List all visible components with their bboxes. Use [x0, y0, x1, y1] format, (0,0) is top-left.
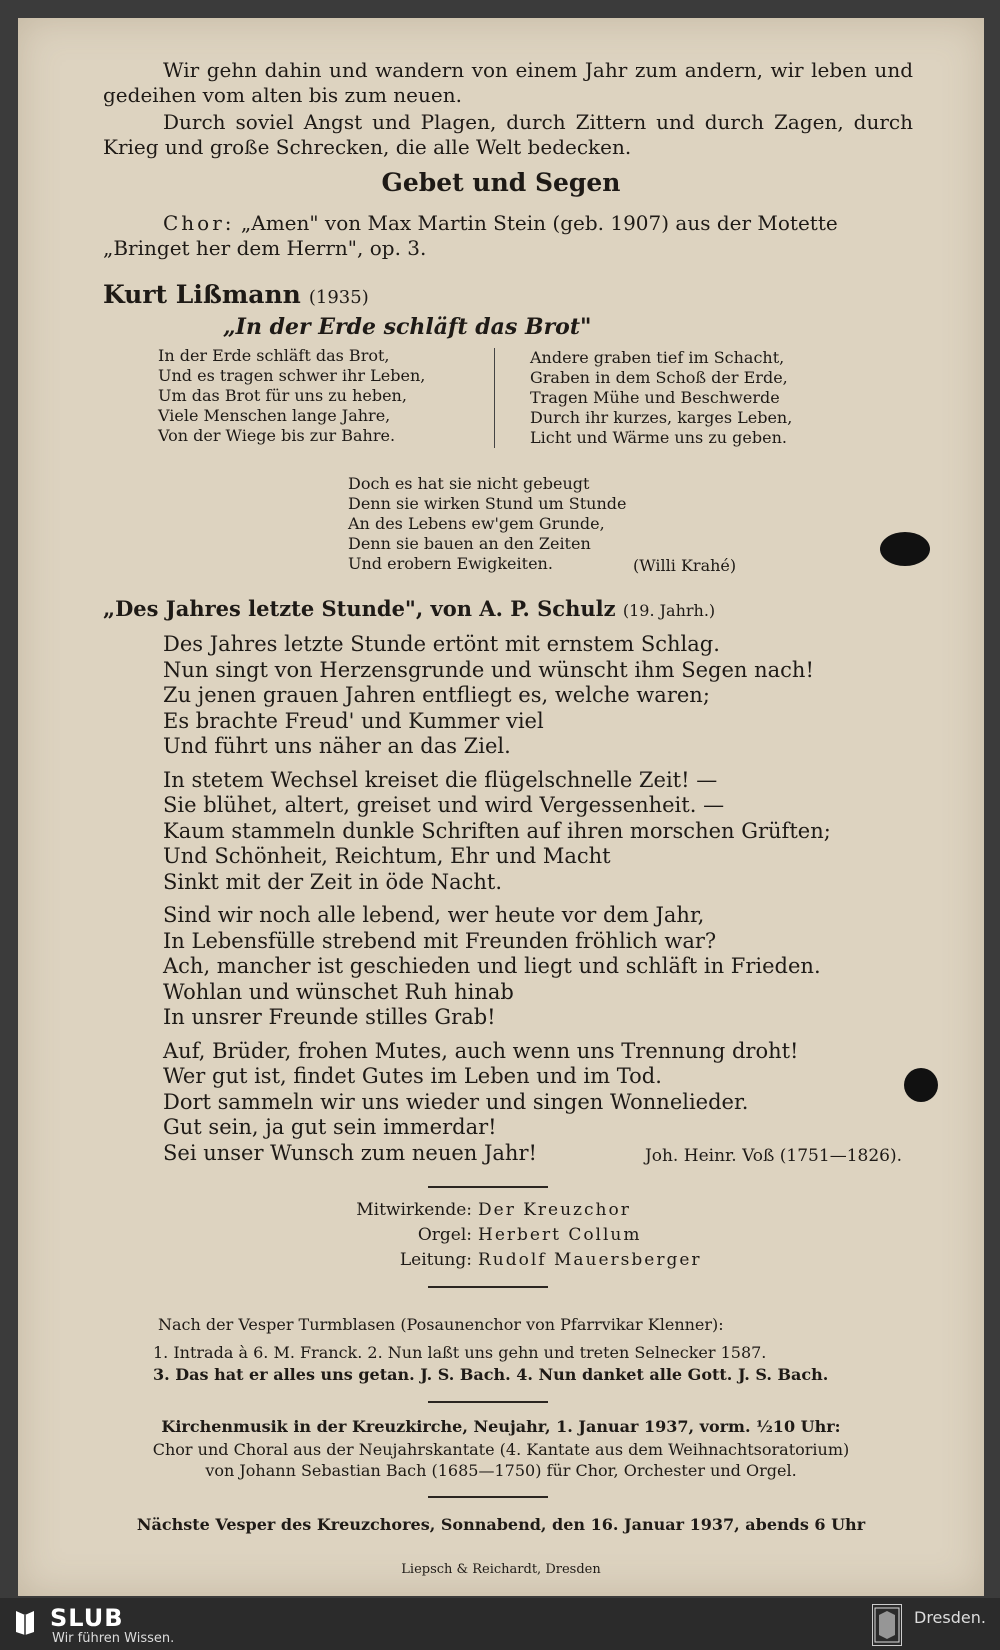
poem-line: Wohlan und wünschet Ruh hinab — [163, 979, 514, 1004]
poem-line: Dort sammeln wir uns wieder und singen Wonnelieder. — [163, 1089, 749, 1114]
poem-line: Und führt uns näher an das Ziel. — [163, 734, 511, 758]
dresden-crest-icon — [872, 1604, 902, 1646]
document-page — [18, 18, 984, 1596]
kirchenmusik-line-3: von Johann Sebastian Bach (1685—1750) für Chor, Orchester und Orgel. — [205, 1461, 797, 1480]
poem-line: Tragen Mühe und Beschwerde — [530, 388, 780, 407]
stanza — [163, 632, 831, 760]
song-title-brot: „In der Erde schläft das Brot" — [223, 314, 592, 340]
book-icon — [14, 1608, 36, 1636]
poem-line: Andere graben tief im Schacht, — [530, 348, 785, 367]
poem-right-column — [530, 348, 792, 448]
composer-year: (1935) — [308, 287, 369, 308]
credit-row — [18, 1223, 984, 1248]
poem-line: In Lebensfülle strebend mit Freunden fröhlich war? — [163, 928, 717, 953]
kirchenmusik-line-1: Kirchenmusik in der Kreuzkirche, Neujahr, 1. Januar 1937, vorm. ½10 Uhr: — [161, 1417, 841, 1436]
poem-line: Licht und Wärme uns zu geben. — [530, 428, 787, 447]
turmblasen-line-1: 1. Intrada à 6. M. Franck. 2. Nun laßt uns gehn und treten Selnecker 1587. — [153, 1343, 767, 1362]
divider-rule — [428, 1496, 548, 1498]
poem-left-column — [158, 346, 425, 446]
credit-value: Rudolf Mauersberger — [478, 1250, 702, 1270]
poem-line: Denn sie bauen an den Zeiten — [348, 534, 591, 553]
divider-rule — [428, 1286, 548, 1288]
credit-value: Der Kreuzchor — [478, 1200, 631, 1220]
poem-line: Graben in dem Schoß der Erde, — [530, 368, 788, 387]
poem-line: Es brachte Freud' und Kummer viel — [163, 708, 544, 733]
stanza — [163, 768, 831, 896]
divider-rule — [428, 1186, 548, 1188]
turmblasen-line-2: 3. Das hat er alles uns getan. J. S. Bach. 4. Nun danket alle Gott. J. S. Bach. — [153, 1365, 829, 1384]
poem-line: Zu jenen grauen Jahren entfliegt es, welche waren; — [163, 683, 710, 707]
dresden-label: Dresden. — [914, 1608, 986, 1627]
performers-credits — [18, 1198, 984, 1273]
poem-line: Sinkt mit der Zeit in öde Nacht. — [163, 869, 503, 894]
poem-line: Gut sein, ja gut sein immerdar! — [163, 1115, 497, 1139]
slub-subtitle: Wir führen Wissen. — [52, 1631, 175, 1646]
song-title-text: „Des Jahres letzte Stunde", von A. P. Schulz — [103, 596, 616, 621]
poem-line: Wer gut ist, findet Gutes im Leben und im Tod. — [163, 1064, 662, 1088]
divider-rule — [428, 1401, 548, 1403]
poet-credit-voss: Joh. Heinr. Voß (1751—1826). — [644, 1146, 902, 1166]
credit-key: Mitwirkende: — [356, 1200, 472, 1220]
poem-line: Nun singt von Herzensgrunde und wünscht ihm Segen nach! — [163, 657, 814, 682]
column-divider — [494, 348, 495, 448]
slub-footer-bar — [0, 1598, 1000, 1650]
poem-line: Durch ihr kurzes, karges Leben, — [530, 408, 793, 427]
poem-schulz — [163, 632, 831, 1174]
credit-row — [18, 1248, 984, 1273]
poem-line: Und Schönheit, Reichtum, Ehr und Macht — [163, 844, 611, 868]
poem-line: An des Lebens ew'gem Grunde, — [348, 514, 605, 533]
poem-line: Kaum stammeln dunkle Schriften auf ihren morschen Grüften; — [163, 818, 831, 843]
poem-line: Sei unser Wunsch zum neuen Jahr! — [163, 1140, 537, 1165]
poet-credit-krahe: (Willi Krahé) — [633, 556, 737, 575]
printer-credit: Liepsch & Reichardt, Dresden — [401, 1562, 601, 1577]
poem-line: In der Erde schläft das Brot, — [158, 346, 390, 365]
composer-name: Kurt Lißmann — [103, 280, 301, 309]
poem-line: Sind wir noch alle lebend, wer heute vor dem Jahr, — [163, 903, 705, 927]
turmblasen-section — [98, 1314, 918, 1386]
poem-line: Und es tragen schwer ihr Leben, — [158, 366, 426, 385]
credit-key: Leitung: — [399, 1250, 472, 1270]
poem-line: Viele Menschen lange Jahre, — [158, 406, 391, 425]
song-title-schulz — [103, 596, 715, 621]
credit-value: Herbert Collum — [478, 1225, 642, 1245]
section-heading-gebet: Gebet und Segen — [381, 168, 621, 197]
poem-line: Von der Wiege bis zur Bahre. — [158, 426, 396, 445]
ink-stain — [904, 1068, 938, 1102]
choir-text: „Amen" von Max Martin Stein (geb. 1907) aus der Motette „Bringet her dem Herrn", op. 3. — [103, 211, 838, 260]
credit-key: Orgel: — [417, 1225, 472, 1245]
poem-line: Denn sie wirken Stund um Stunde — [348, 494, 627, 513]
kirchenmusik-line-2: Chor und Choral aus der Neujahrskantate (4. Kantate aus dem Weihnachtsoratorium) — [152, 1440, 850, 1459]
poem-line: In stetem Wechsel kreiset die flügelschnelle Zeit! — — [163, 767, 718, 792]
credit-row — [18, 1198, 984, 1223]
stanza — [163, 903, 831, 1031]
poem-line: Doch es hat sie nicht gebeugt — [348, 474, 590, 493]
poem-line: Des Jahres letzte Stunde ertönt mit ernstem Schlag. — [163, 632, 720, 656]
slub-title: SLUB — [50, 1604, 124, 1632]
poem-line: Ach, mancher ist geschieden und liegt und schläft in Frieden. — [163, 954, 821, 978]
poem-line: Und erobern Ewigkeiten. — [348, 554, 553, 573]
poem-line: Um das Brot für uns zu heben, — [158, 386, 407, 405]
intro-text — [103, 58, 913, 160]
poem-line: Sie blühet, altert, greiset und wird Vergessenheit. — — [163, 793, 725, 817]
intro-paragraph-1: Wir gehn dahin und wandern von einem Jahr zum andern, wir leben und gedeihen vom alten bis zum neuen. — [103, 58, 913, 107]
turmblasen-heading: Nach der Vesper Turmblasen (Posaunenchor von Pfarrvikar Klenner): — [158, 1315, 724, 1334]
song-year: (19. Jahrh.) — [622, 601, 716, 620]
poem-center-column — [348, 474, 627, 574]
ink-stain — [880, 532, 930, 566]
poem-line: In unsrer Freunde stilles Grab! — [163, 1005, 496, 1029]
composer-lissmann — [103, 280, 369, 309]
choir-label: Chor: — [163, 211, 235, 235]
choir-line — [103, 211, 913, 261]
next-vesper: Nächste Vesper des Kreuzchores, Sonnabend, den 16. Januar 1937, abends 6 Uhr — [136, 1515, 866, 1534]
intro-paragraph-2: Durch soviel Angst und Plagen, durch Zittern und durch Zagen, durch Krieg und große Schrecken, die alle Welt bedecken. — [103, 110, 913, 159]
poem-line: Auf, Brüder, frohen Mutes, auch wenn uns Trennung droht! — [163, 1038, 799, 1063]
